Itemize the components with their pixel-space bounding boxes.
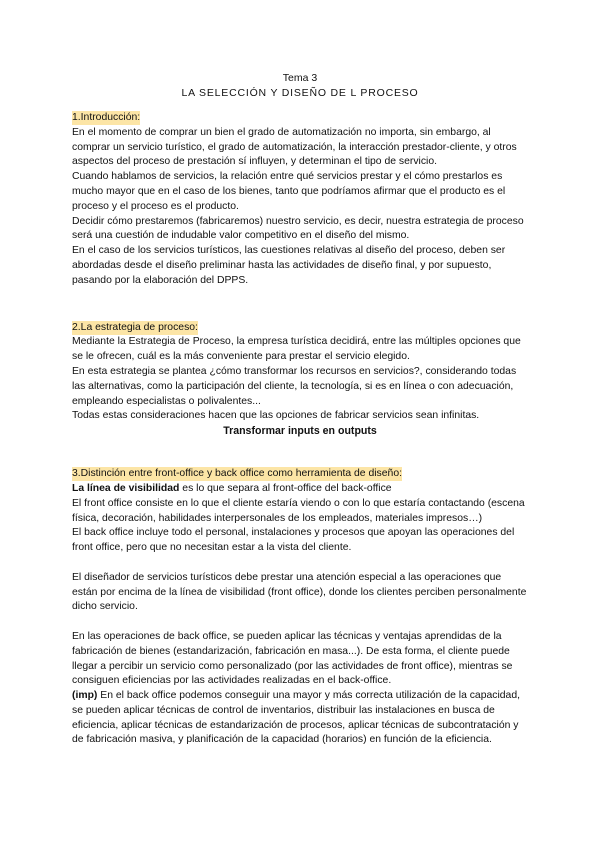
section-1-paragraph: Decidir cómo prestaremos (fabricaremos) nuestro servicio, es decir, nuestra estrategia de proceso será una cuestión de indudable valor competitivo en el diseño del mismo. [72, 215, 524, 242]
visibility-line-term: La línea de visibilidad [72, 482, 180, 494]
topic-label: Tema 3 [282, 72, 318, 84]
section-2-paragraph: Todas estas consideraciones hacen que las opciones de fabricar servicios sean infinitas. [72, 410, 480, 422]
visibility-line-text: es lo que separa al front-office del back-office [179, 482, 392, 494]
section-2-heading: 2.La estrategia de proceso: [72, 321, 198, 333]
section-1-paragraph: Cuando hablamos de servicios, la relación entre qué servicios prestar y el cómo prestarlos es mucho mayor que en el caso de los bienes, tanto que podríamos afirmar que el producto es el proceso y el proceso es el producto. [72, 171, 506, 212]
section-3-heading: 3.Distinción entre front-office y back office como herramienta de diseño: [72, 468, 402, 480]
section-2-emphasis: Transformar inputs en outputs [223, 425, 377, 438]
section-2-heading-wrap [72, 321, 528, 336]
section-1-paragraph: En el caso de los servicios turísticos, las cuestiones relativas al diseño del proceso, deben ser abordadas desde el diseño preliminar hasta las actividades de diseño final, y por supuesto, pasando por la elaboración del DPPS. [72, 245, 506, 286]
section-2-paragraph: Mediante la Estrategia de Proceso, la empresa turística decidirá, entre las múltiples opciones que se le ofrecen, cuál es la más conveniente para prestar el servicio elegido. [72, 336, 521, 363]
visibility-line-paragraph [72, 482, 528, 497]
front-office-paragraph: El front office consiste en lo que el cliente estaría viendo o con lo que estaría contactando (escena física, decoración, habilidades interpersonales de los empleados, materiales impresos…) [72, 497, 525, 524]
section-1-heading: 1.Introducción: [72, 112, 141, 123]
document-title: LA SELECCIÓN Y DISEÑO DE L PROCESO [181, 87, 419, 99]
section-2-paragraph: En esta estrategia se plantea ¿cómo transformar los recursos en servicios?, considerando todas las alternativas, como la participación del cliente, la tecnología, si es en línea o con adecuación, empleando especialistas o polivalentes... [72, 365, 517, 407]
section-1-heading-wrap [72, 111, 528, 126]
designer-paragraph: El diseñador de servicios turísticos debe prestar una atención especial a las operaciones que están por encima de la línea de visibilidad (front office), donde los clientes perciben personalmente dicho servicio. [72, 571, 527, 613]
imp-label: (imp) [72, 690, 98, 702]
section-1-paragraph: En el momento de comprar un bien el grado de automatización no importa, sin embargo, al comprar un servicio turístico, el grado de automatización, la interacción prestador-cliente, y otros aspectos del proceso de prestación sí influyen, y determinan el tipo de servicio. [72, 126, 517, 168]
section-3-heading-wrap [72, 467, 528, 482]
imp-text: En el back office podemos conseguir una mayor y más correcta utilización de la capacidad, se pueden aplicar técnicas de control de inventarios, distribuir las instalaciones en busca de eficiencia, aplicar técnicas de estandarización de procesos, aplicar técnicas de subcontratación y de fabricación masiva, y planificación de la capacidad (horarios) en función de la eficiencia. [72, 690, 520, 746]
imp-paragraph [72, 689, 528, 748]
back-operations-paragraph: En las operaciones de back office, se pueden aplicar las técnicas y ventajas aprendidas de la fabricación de bienes (estandarización, fabricación en masa...). De esta forma, el cliente puede llegar a percibir un servicio como personalizado (por las actividades de front office), mientras se consiguen eficiencias por las actividades realizadas en el back-office. [72, 630, 513, 687]
back-office-paragraph: El back office incluye todo el personal, instalaciones y procesos que apoyan las operaciones del front office, pero que no necesitan estar a la vista del cliente. [72, 527, 515, 554]
